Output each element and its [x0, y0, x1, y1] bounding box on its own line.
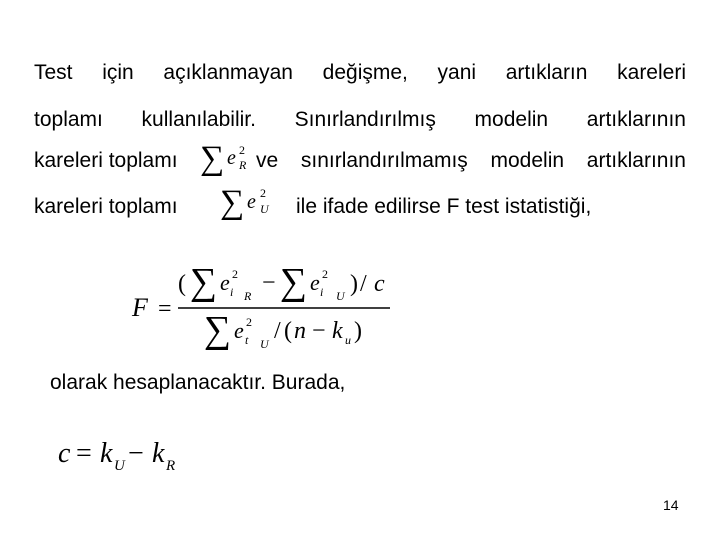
- subscript-r: R: [244, 289, 252, 303]
- n-symbol: n: [294, 318, 306, 344]
- subscript-u: U: [336, 289, 345, 303]
- c-symbol: c: [374, 271, 385, 297]
- f-symbol: F: [132, 293, 148, 322]
- sigma-symbol: ∑: [200, 140, 225, 176]
- slash: /: [274, 318, 281, 344]
- superscript-two: 2: [260, 186, 266, 200]
- sigma-symbol: ∑: [204, 309, 232, 351]
- close-paren: ): [350, 271, 358, 297]
- after-formula-text: olarak hesaplanacaktır. Burada,: [50, 371, 346, 394]
- superscript-two: 2: [232, 267, 238, 281]
- subscript-i: i: [230, 285, 234, 299]
- k-symbol: k: [100, 438, 113, 469]
- e-symbol: e: [227, 147, 236, 169]
- f-test-formula: [128, 258, 398, 358]
- sum-e-u-squared-formula: [218, 178, 278, 220]
- subscript-r: R: [166, 458, 176, 474]
- subscript-u-lower: u: [345, 333, 351, 347]
- e-symbol: e: [220, 270, 230, 295]
- superscript-two: 2: [322, 267, 328, 281]
- close-paren: ): [354, 318, 362, 344]
- superscript-two: 2: [239, 143, 245, 157]
- subscript-i: i: [320, 285, 324, 299]
- k-symbol: k: [152, 438, 165, 469]
- subscript-u: U: [260, 202, 269, 216]
- e-symbol: e: [310, 270, 320, 295]
- text-line-1: Test için açıklanmayan değişme, yani artıkların kareleri: [34, 61, 686, 84]
- minus-sign: −: [128, 438, 144, 469]
- superscript-two: 2: [246, 315, 252, 329]
- subscript-r: R: [239, 158, 247, 172]
- subscript-u: U: [114, 458, 125, 474]
- sum-e-r-squared-formula: [198, 136, 256, 176]
- e-symbol: e: [247, 191, 256, 213]
- text-line-3-start: kareleri toplamı: [34, 149, 178, 172]
- subscript-u: U: [260, 337, 269, 351]
- equals-sign: =: [76, 438, 92, 469]
- sigma-symbol: ∑: [190, 261, 218, 303]
- equals-sign: =: [158, 296, 172, 322]
- page-number: 14: [663, 497, 679, 513]
- open-paren: (: [178, 271, 186, 297]
- minus-sign: −: [262, 270, 276, 296]
- sigma-symbol: ∑: [220, 184, 245, 220]
- text-line-2: toplamı kullanılabilir. Sınırlandırılmış modelin artıklarının: [34, 108, 686, 131]
- k-symbol: k: [332, 318, 343, 344]
- c-definition-formula: [56, 432, 196, 476]
- subscript-t: t: [245, 333, 249, 347]
- c-symbol: c: [58, 438, 71, 469]
- open-paren: (: [284, 318, 292, 344]
- minus-sign: −: [312, 318, 326, 344]
- text-line-4-end: ile ifade edilirse F test istatistiği,: [296, 195, 592, 218]
- text-line-3-end: ve sınırlandırılmamış modelin artıklarının: [256, 149, 686, 172]
- slash: /: [360, 271, 367, 297]
- text-line-4-start: kareleri toplamı: [34, 195, 178, 218]
- e-symbol: e: [234, 318, 244, 343]
- sigma-symbol: ∑: [280, 261, 308, 303]
